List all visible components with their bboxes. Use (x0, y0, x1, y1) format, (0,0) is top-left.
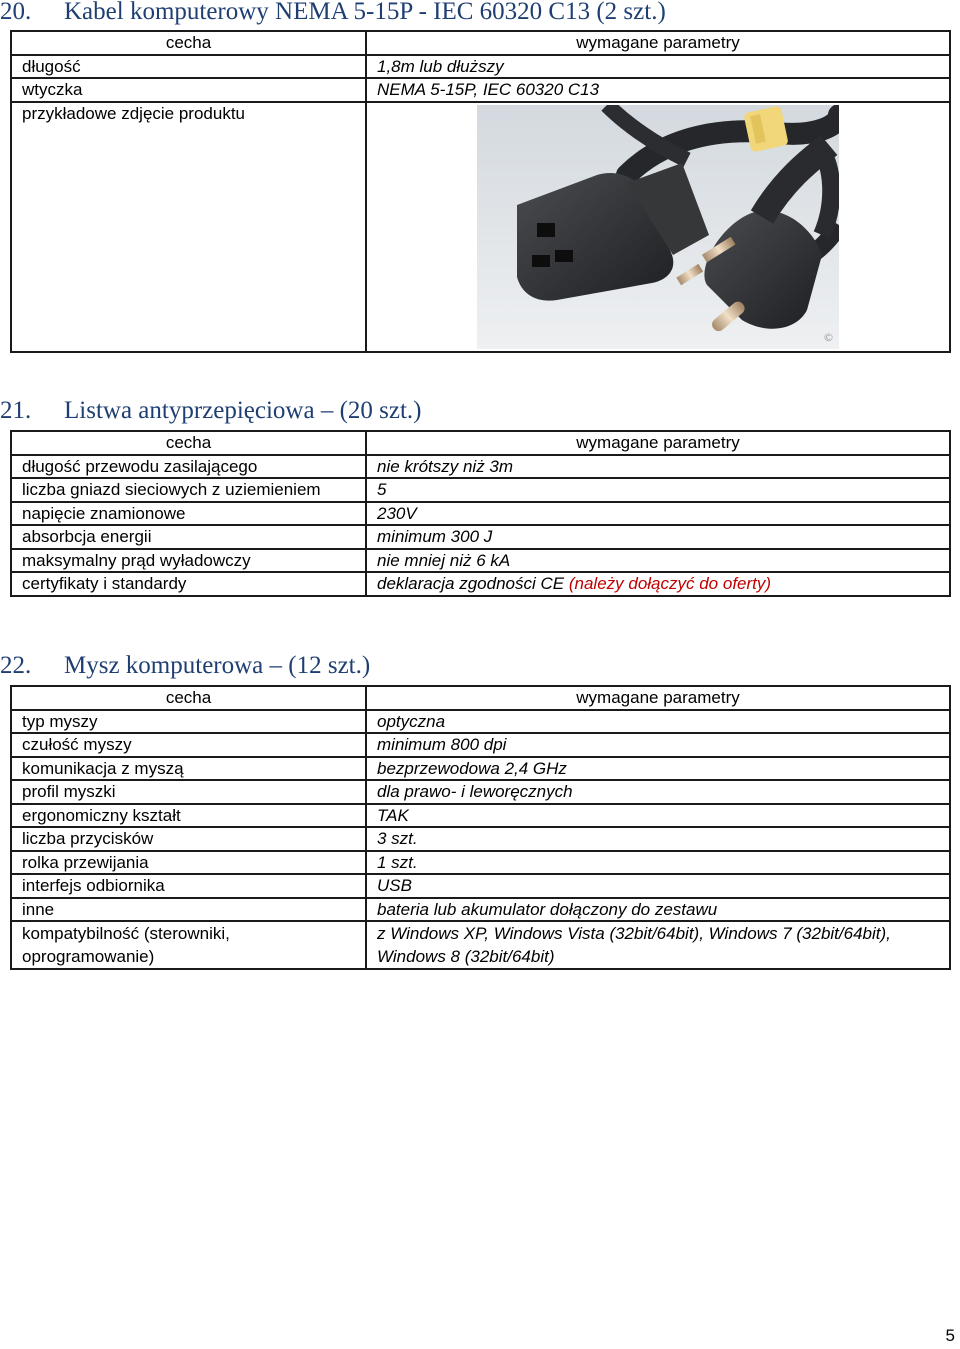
header-params: wymagane parametry (366, 431, 950, 455)
value-cell: 230V (366, 502, 950, 526)
header-params: wymagane parametry (366, 686, 950, 710)
feature-cell: rolka przewijania (11, 851, 366, 875)
section-22-number: 22. (0, 652, 32, 679)
feature-cell: absorbcja energii (11, 525, 366, 549)
feature-cell: profil myszki (11, 780, 366, 804)
header-feature: cecha (11, 686, 366, 710)
product-photo-cell (366, 102, 950, 352)
value-cell: NEMA 5-15P, IEC 60320 C13 (366, 78, 950, 102)
feature-cell: maksymalny prąd wyładowczy (11, 549, 366, 573)
value-cell: 1,8m lub dłuższy (366, 55, 950, 79)
value-cell: bateria lub akumulator dołączony do zestawu (366, 898, 950, 922)
cable-spec-table (10, 30, 951, 353)
value-cell: 1 szt. (366, 851, 950, 875)
feature-cell: ergonomiczny kształt (11, 804, 366, 828)
feature-cell: liczba przycisków (11, 827, 366, 851)
section-20-title (0, 0, 666, 26)
surge-protector-spec-table (10, 430, 951, 597)
table-row (11, 525, 950, 549)
value-cell (366, 572, 950, 596)
value-cell: minimum 300 J (366, 525, 950, 549)
value-cell: bezprzewodowa 2,4 GHz (366, 757, 950, 781)
value-cell: nie mniej niż 6 kA (366, 549, 950, 573)
table-row (11, 898, 950, 922)
header-feature: cecha (11, 31, 366, 55)
power-cable-photo (477, 105, 839, 349)
header-feature: cecha (11, 431, 366, 455)
value-cell: z Windows XP, Windows Vista (32bit/64bit), Windows 7 (32bit/64bit), Windows 8 (32bit/64bit) (366, 921, 950, 969)
header-params: wymagane parametry (366, 31, 950, 55)
value-cell: nie krótszy niż 3m (366, 455, 950, 479)
feature-cell: napięcie znamionowe (11, 502, 366, 526)
value-text: deklaracja zgodności CE (377, 574, 565, 593)
value-cell: USB (366, 874, 950, 898)
table-row (11, 874, 950, 898)
table-row (11, 921, 950, 969)
offer-note: (należy dołączyć do oferty) (568, 574, 772, 593)
table-row (11, 78, 950, 102)
table-header-row (11, 686, 950, 710)
value-cell: dla prawo- i leworęcznych (366, 780, 950, 804)
feature-cell: komunikacja z myszą (11, 757, 366, 781)
section-20-number: 20. (0, 0, 32, 25)
feature-cell: wtyczka (11, 78, 366, 102)
table-row (11, 733, 950, 757)
mouse-spec-table (10, 685, 951, 970)
section-21-number: 21. (0, 397, 32, 424)
feature-cell: przykładowe zdjęcie produktu (11, 102, 366, 352)
feature-cell: długość (11, 55, 366, 79)
value-cell: 5 (366, 478, 950, 502)
section-21-title-text: Listwa antyprzepięciowa – (20 szt.) (64, 397, 422, 424)
table-row (11, 851, 950, 875)
table-row (11, 102, 950, 352)
table-row (11, 572, 950, 596)
feature-cell: typ myszy (11, 710, 366, 734)
feature-cell: interfejs odbiornika (11, 874, 366, 898)
table-row (11, 804, 950, 828)
section-22-title-text: Mysz komputerowa – (12 szt.) (64, 652, 371, 679)
feature-cell: kompatybilność (sterowniki, oprogramowanie) (11, 921, 366, 969)
table-row (11, 780, 950, 804)
page-number: 5 (945, 1326, 955, 1345)
section-21-title (0, 397, 422, 425)
feature-cell: liczba gniazd sieciowych z uziemieniem (11, 478, 366, 502)
table-row (11, 710, 950, 734)
feature-cell: certyfikaty i standardy (11, 572, 366, 596)
value-cell: TAK (366, 804, 950, 828)
section-22-title (0, 652, 370, 680)
table-row (11, 757, 950, 781)
table-row (11, 478, 950, 502)
feature-cell: czułość myszy (11, 733, 366, 757)
copyright-mark: © (823, 330, 834, 344)
section-20-title-text: Kabel komputerowy NEMA 5-15P - IEC 60320 C13 (2 szt.) (64, 0, 666, 25)
value-cell: minimum 800 dpi (366, 733, 950, 757)
table-header-row (11, 31, 950, 55)
table-row (11, 455, 950, 479)
table-row (11, 549, 950, 573)
table-row (11, 502, 950, 526)
value-cell: optyczna (366, 710, 950, 734)
table-row (11, 55, 950, 79)
value-cell: 3 szt. (366, 827, 950, 851)
table-header-row (11, 431, 950, 455)
feature-cell: inne (11, 898, 366, 922)
table-row (11, 827, 950, 851)
feature-cell: długość przewodu zasilającego (11, 455, 366, 479)
